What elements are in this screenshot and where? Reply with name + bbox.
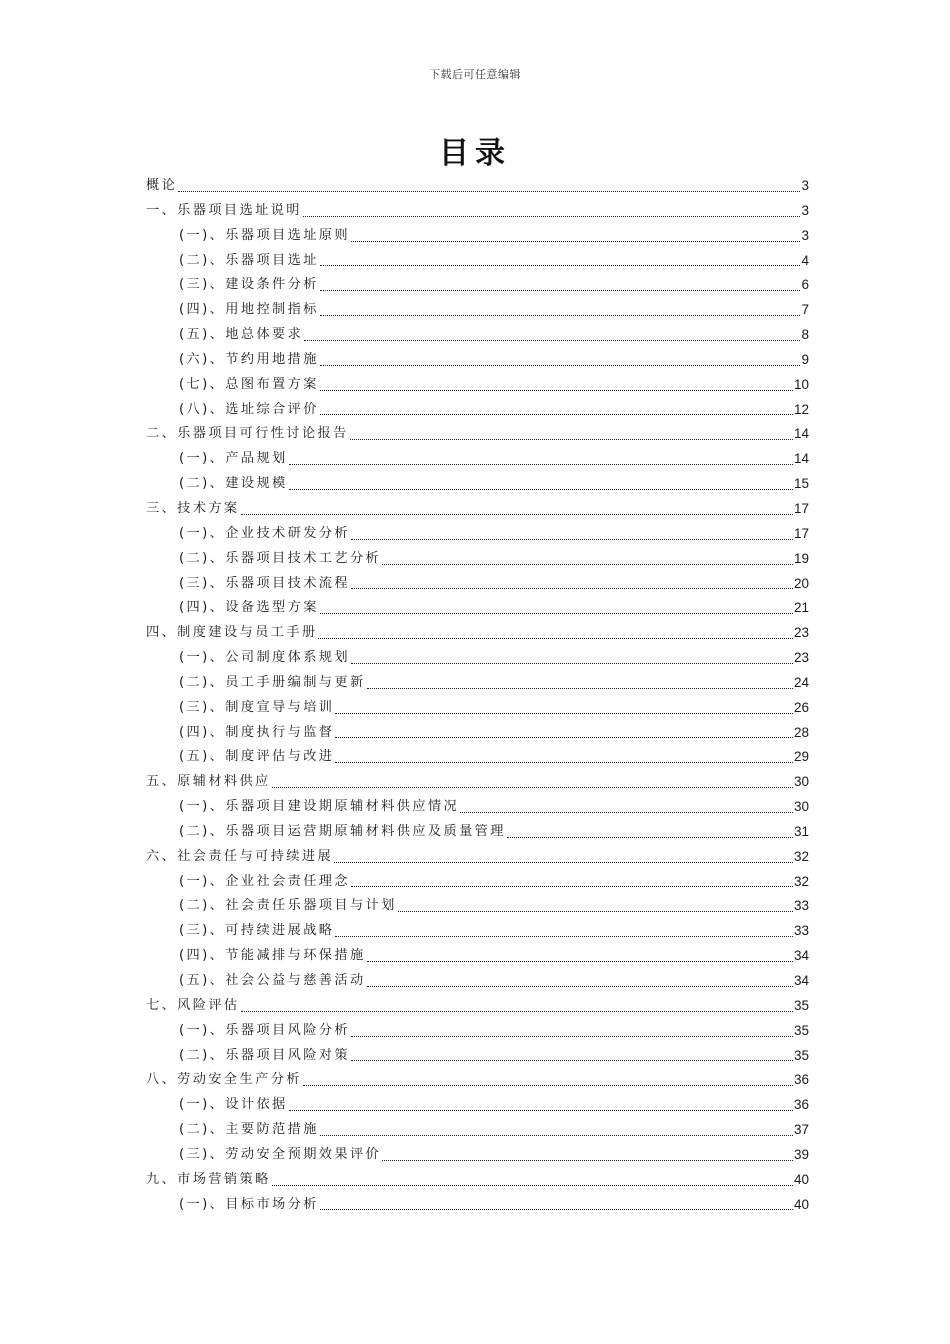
toc-entry-page-number: 17	[793, 500, 809, 516]
toc-entry-page-number: 29	[793, 749, 809, 765]
toc-entry[interactable]	[146, 422, 809, 447]
toc-dot-leader	[335, 737, 793, 738]
toc-entry[interactable]	[146, 497, 809, 522]
toc-entry-label: (三)、乐器项目技术流程	[179, 575, 350, 591]
toc-entry-page-number: 35	[793, 1047, 809, 1063]
toc-entry[interactable]	[146, 273, 809, 298]
toc-entry-label: (二)、乐器项目运营期原辅材料供应及质量管理	[179, 823, 506, 839]
toc-entry-page-number: 32	[793, 848, 809, 864]
toc-entry[interactable]	[146, 1193, 809, 1218]
toc-entry-page-number: 3	[801, 227, 809, 243]
toc-dot-leader	[320, 613, 793, 614]
toc-entry-label: 九、市场营销策略	[146, 1171, 271, 1187]
toc-entry-page-number: 30	[793, 799, 809, 815]
toc-entry-page-number: 3	[801, 178, 809, 193]
toc-entry[interactable]	[146, 795, 809, 820]
toc-dot-leader	[241, 1011, 793, 1012]
toc-dot-leader	[351, 588, 793, 589]
toc-entry-page-number: 35	[793, 997, 809, 1013]
toc-entry-page-number: 4	[801, 252, 809, 268]
toc-entry-label: 四、制度建设与员工手册	[146, 625, 318, 641]
toc-entry-label: (五)、地总体要求	[179, 327, 304, 343]
toc-entry[interactable]	[146, 472, 809, 497]
toc-entry[interactable]	[146, 522, 809, 547]
toc-dot-leader	[367, 688, 793, 689]
toc-entry-page-number: 33	[793, 898, 809, 914]
toc-entry[interactable]	[146, 1019, 809, 1044]
toc-entry-page-number: 40	[793, 1196, 809, 1212]
toc-dot-leader	[241, 514, 793, 515]
toc-entry-page-number: 36	[793, 1097, 809, 1113]
toc-dot-leader	[272, 787, 793, 788]
toc-entry-label: (四)、制度执行与监督	[179, 724, 335, 740]
toc-dot-leader	[289, 464, 793, 465]
toc-entry-label: (三)、劳动安全预期效果评价	[179, 1146, 382, 1162]
toc-entry[interactable]	[146, 671, 809, 696]
toc-entry-label: (二)、建设规模	[179, 476, 288, 492]
toc-entry[interactable]	[146, 696, 809, 721]
toc-entry-label: (一)、产品规划	[179, 451, 288, 467]
toc-entry-page-number: 28	[793, 724, 809, 740]
toc-entry-label: (二)、主要防范措施	[179, 1122, 319, 1138]
toc-entry[interactable]	[146, 224, 809, 249]
toc-dot-leader	[335, 713, 793, 714]
toc-entry-label: 概论	[146, 178, 178, 193]
toc-dot-leader	[320, 365, 801, 366]
toc-entry-page-number: 17	[793, 525, 809, 541]
toc-entry[interactable]	[146, 373, 809, 398]
toc-entry-label: (三)、可持续进展战略	[179, 923, 335, 939]
toc-dot-leader	[320, 1135, 793, 1136]
toc-entry[interactable]	[146, 1044, 809, 1069]
toc-dot-leader	[178, 191, 800, 192]
toc-dot-leader	[289, 1110, 793, 1111]
toc-entry[interactable]	[146, 969, 809, 994]
toc-entry[interactable]	[146, 174, 809, 199]
toc-entry-label: (三)、建设条件分析	[179, 277, 319, 293]
toc-entry-page-number: 8	[801, 327, 809, 343]
toc-title: 目录	[439, 136, 511, 171]
toc-entry-page-number: 14	[793, 451, 809, 467]
toc-dot-leader	[351, 886, 793, 887]
toc-entry[interactable]	[146, 820, 809, 845]
toc-dot-leader	[367, 986, 793, 987]
toc-entry-page-number: 31	[793, 823, 809, 839]
toc-dot-leader	[303, 1085, 793, 1086]
toc-dot-leader	[320, 1209, 793, 1210]
toc-entry-label: (五)、社会公益与慈善活动	[179, 973, 366, 988]
toc-entry-label: 一、乐器项目选址说明	[146, 202, 302, 218]
toc-entry-page-number: 3	[801, 202, 809, 218]
toc-dot-leader	[303, 216, 801, 217]
toc-entry[interactable]	[146, 348, 809, 373]
toc-entry-label: (二)、乐器项目风险对策	[179, 1047, 350, 1063]
toc-entry-label: (一)、目标市场分析	[179, 1196, 319, 1212]
toc-entry[interactable]	[146, 745, 809, 770]
toc-entry-page-number: 10	[793, 376, 809, 392]
toc-entry[interactable]	[146, 944, 809, 969]
toc-entry-page-number: 24	[793, 674, 809, 690]
toc-entry[interactable]	[146, 1093, 809, 1118]
toc-entry-label: 三、技术方案	[146, 500, 240, 516]
toc-entry-page-number: 34	[793, 973, 809, 988]
toc-entry-page-number: 6	[801, 277, 809, 293]
toc-entry-page-number: 12	[793, 401, 809, 417]
toc-entry-label: (四)、设备选型方案	[179, 600, 319, 616]
toc-entry-label: 六、社会责任与可持续进展	[146, 848, 334, 864]
toc-dot-leader	[367, 961, 793, 962]
toc-dot-leader	[460, 812, 793, 813]
toc-entry-label: 七、风险评估	[146, 997, 240, 1013]
toc-entry-label: (四)、节能减排与环保措施	[179, 948, 366, 964]
toc-entry-label: (二)、乐器项目选址	[179, 252, 319, 268]
toc-entry-label: (一)、乐器项目建设期原辅材料供应情况	[179, 799, 460, 815]
toc-dot-leader	[320, 290, 801, 291]
toc-entry[interactable]	[146, 721, 809, 746]
toc-dot-leader	[351, 539, 793, 540]
toc-entry-label: (四)、用地控制指标	[179, 302, 319, 318]
toc-entry-label: (三)、制度宣导与培训	[179, 699, 335, 715]
toc-entry-label: (一)、乐器项目风险分析	[179, 1022, 350, 1038]
toc-entry-page-number: 14	[793, 426, 809, 442]
toc-entry-page-number: 36	[793, 1072, 809, 1088]
toc-entry-page-number: 30	[793, 774, 809, 790]
toc-entry-page-number: 7	[801, 302, 809, 318]
toc-entry-label: (二)、乐器项目技术工艺分析	[179, 550, 382, 566]
toc-entry[interactable]	[146, 1143, 809, 1168]
toc-dot-leader	[351, 1036, 793, 1037]
toc-entry-page-number: 9	[801, 351, 809, 367]
toc-dot-leader	[382, 564, 793, 565]
toc-entry[interactable]	[146, 323, 809, 348]
toc-entry-label: (一)、企业技术研发分析	[179, 525, 350, 541]
toc-dot-leader	[320, 414, 793, 415]
toc-dot-leader	[398, 911, 793, 912]
toc-dot-leader	[320, 265, 801, 266]
toc-entry-page-number: 20	[793, 575, 809, 591]
toc-entry-label: (一)、公司制度体系规划	[179, 650, 350, 666]
toc-entry-page-number: 34	[793, 948, 809, 964]
toc-dot-leader	[320, 390, 793, 391]
toc-entry-label: (六)、节约用地措施	[179, 351, 319, 367]
toc-entry[interactable]	[146, 596, 809, 621]
toc-entry-page-number: 32	[793, 873, 809, 889]
toc-dot-leader	[334, 862, 793, 863]
toc-entry-label: (二)、社会责任乐器项目与计划	[179, 898, 397, 914]
toc-entry-label: (七)、总图布置方案	[179, 376, 319, 392]
toc-entry[interactable]	[146, 199, 809, 224]
toc-entry-label: (一)、企业社会责任理念	[179, 873, 350, 889]
toc-dot-leader	[350, 439, 793, 440]
toc-dot-leader	[351, 1060, 793, 1061]
toc-entry[interactable]	[146, 249, 809, 274]
toc-entry[interactable]	[146, 1168, 809, 1193]
toc-entry[interactable]	[146, 621, 809, 646]
toc-entry[interactable]	[146, 919, 809, 944]
toc-entry-page-number: 40	[793, 1171, 809, 1187]
toc-entry-page-number: 37	[793, 1122, 809, 1138]
toc-list	[146, 174, 809, 1217]
toc-dot-leader	[318, 638, 793, 639]
toc-entry-label: (八)、选址综合评价	[179, 401, 319, 417]
toc-entry-label: (一)、乐器项目选址原则	[179, 227, 350, 243]
toc-entry[interactable]	[146, 646, 809, 671]
toc-entry-page-number: 26	[793, 699, 809, 715]
toc-dot-leader	[335, 936, 793, 937]
toc-entry[interactable]	[146, 770, 809, 795]
toc-entry[interactable]	[146, 894, 809, 919]
toc-entry[interactable]	[146, 572, 809, 597]
toc-entry[interactable]	[146, 547, 809, 572]
toc-dot-leader	[320, 315, 801, 316]
toc-entry-label: (一)、设计依据	[179, 1097, 288, 1113]
toc-entry-page-number: 19	[793, 550, 809, 566]
toc-entry-page-number: 23	[793, 625, 809, 641]
toc-dot-leader	[351, 241, 801, 242]
toc-entry[interactable]	[146, 1118, 809, 1143]
toc-entry[interactable]	[146, 398, 809, 423]
toc-entry-label: 五、原辅材料供应	[146, 774, 271, 790]
toc-entry-label: (五)、制度评估与改进	[179, 749, 335, 765]
toc-entry-page-number: 33	[793, 923, 809, 939]
toc-dot-leader	[507, 837, 793, 838]
toc-dot-leader	[382, 1160, 793, 1161]
toc-entry-label: 八、劳动安全生产分析	[146, 1072, 302, 1088]
toc-entry-page-number: 39	[793, 1146, 809, 1162]
toc-entry[interactable]	[146, 1068, 809, 1093]
toc-entry-page-number: 35	[793, 1022, 809, 1038]
header-note: 下载后可任意编辑	[429, 68, 521, 81]
toc-entry[interactable]	[146, 845, 809, 870]
toc-dot-leader	[351, 663, 793, 664]
toc-dot-leader	[289, 489, 793, 490]
toc-entry-page-number: 21	[793, 600, 809, 616]
toc-entry[interactable]	[146, 994, 809, 1019]
toc-entry-label: (二)、员工手册编制与更新	[179, 674, 366, 690]
toc-dot-leader	[304, 340, 800, 341]
toc-entry-page-number: 15	[793, 476, 809, 492]
toc-dot-leader	[272, 1185, 793, 1186]
toc-entry-page-number: 23	[793, 650, 809, 666]
toc-dot-leader	[335, 762, 793, 763]
toc-entry-label: 二、乐器项目可行性讨论报告	[146, 426, 349, 442]
toc-entry[interactable]	[146, 870, 809, 895]
toc-entry[interactable]	[146, 447, 809, 472]
toc-entry[interactable]	[146, 298, 809, 323]
